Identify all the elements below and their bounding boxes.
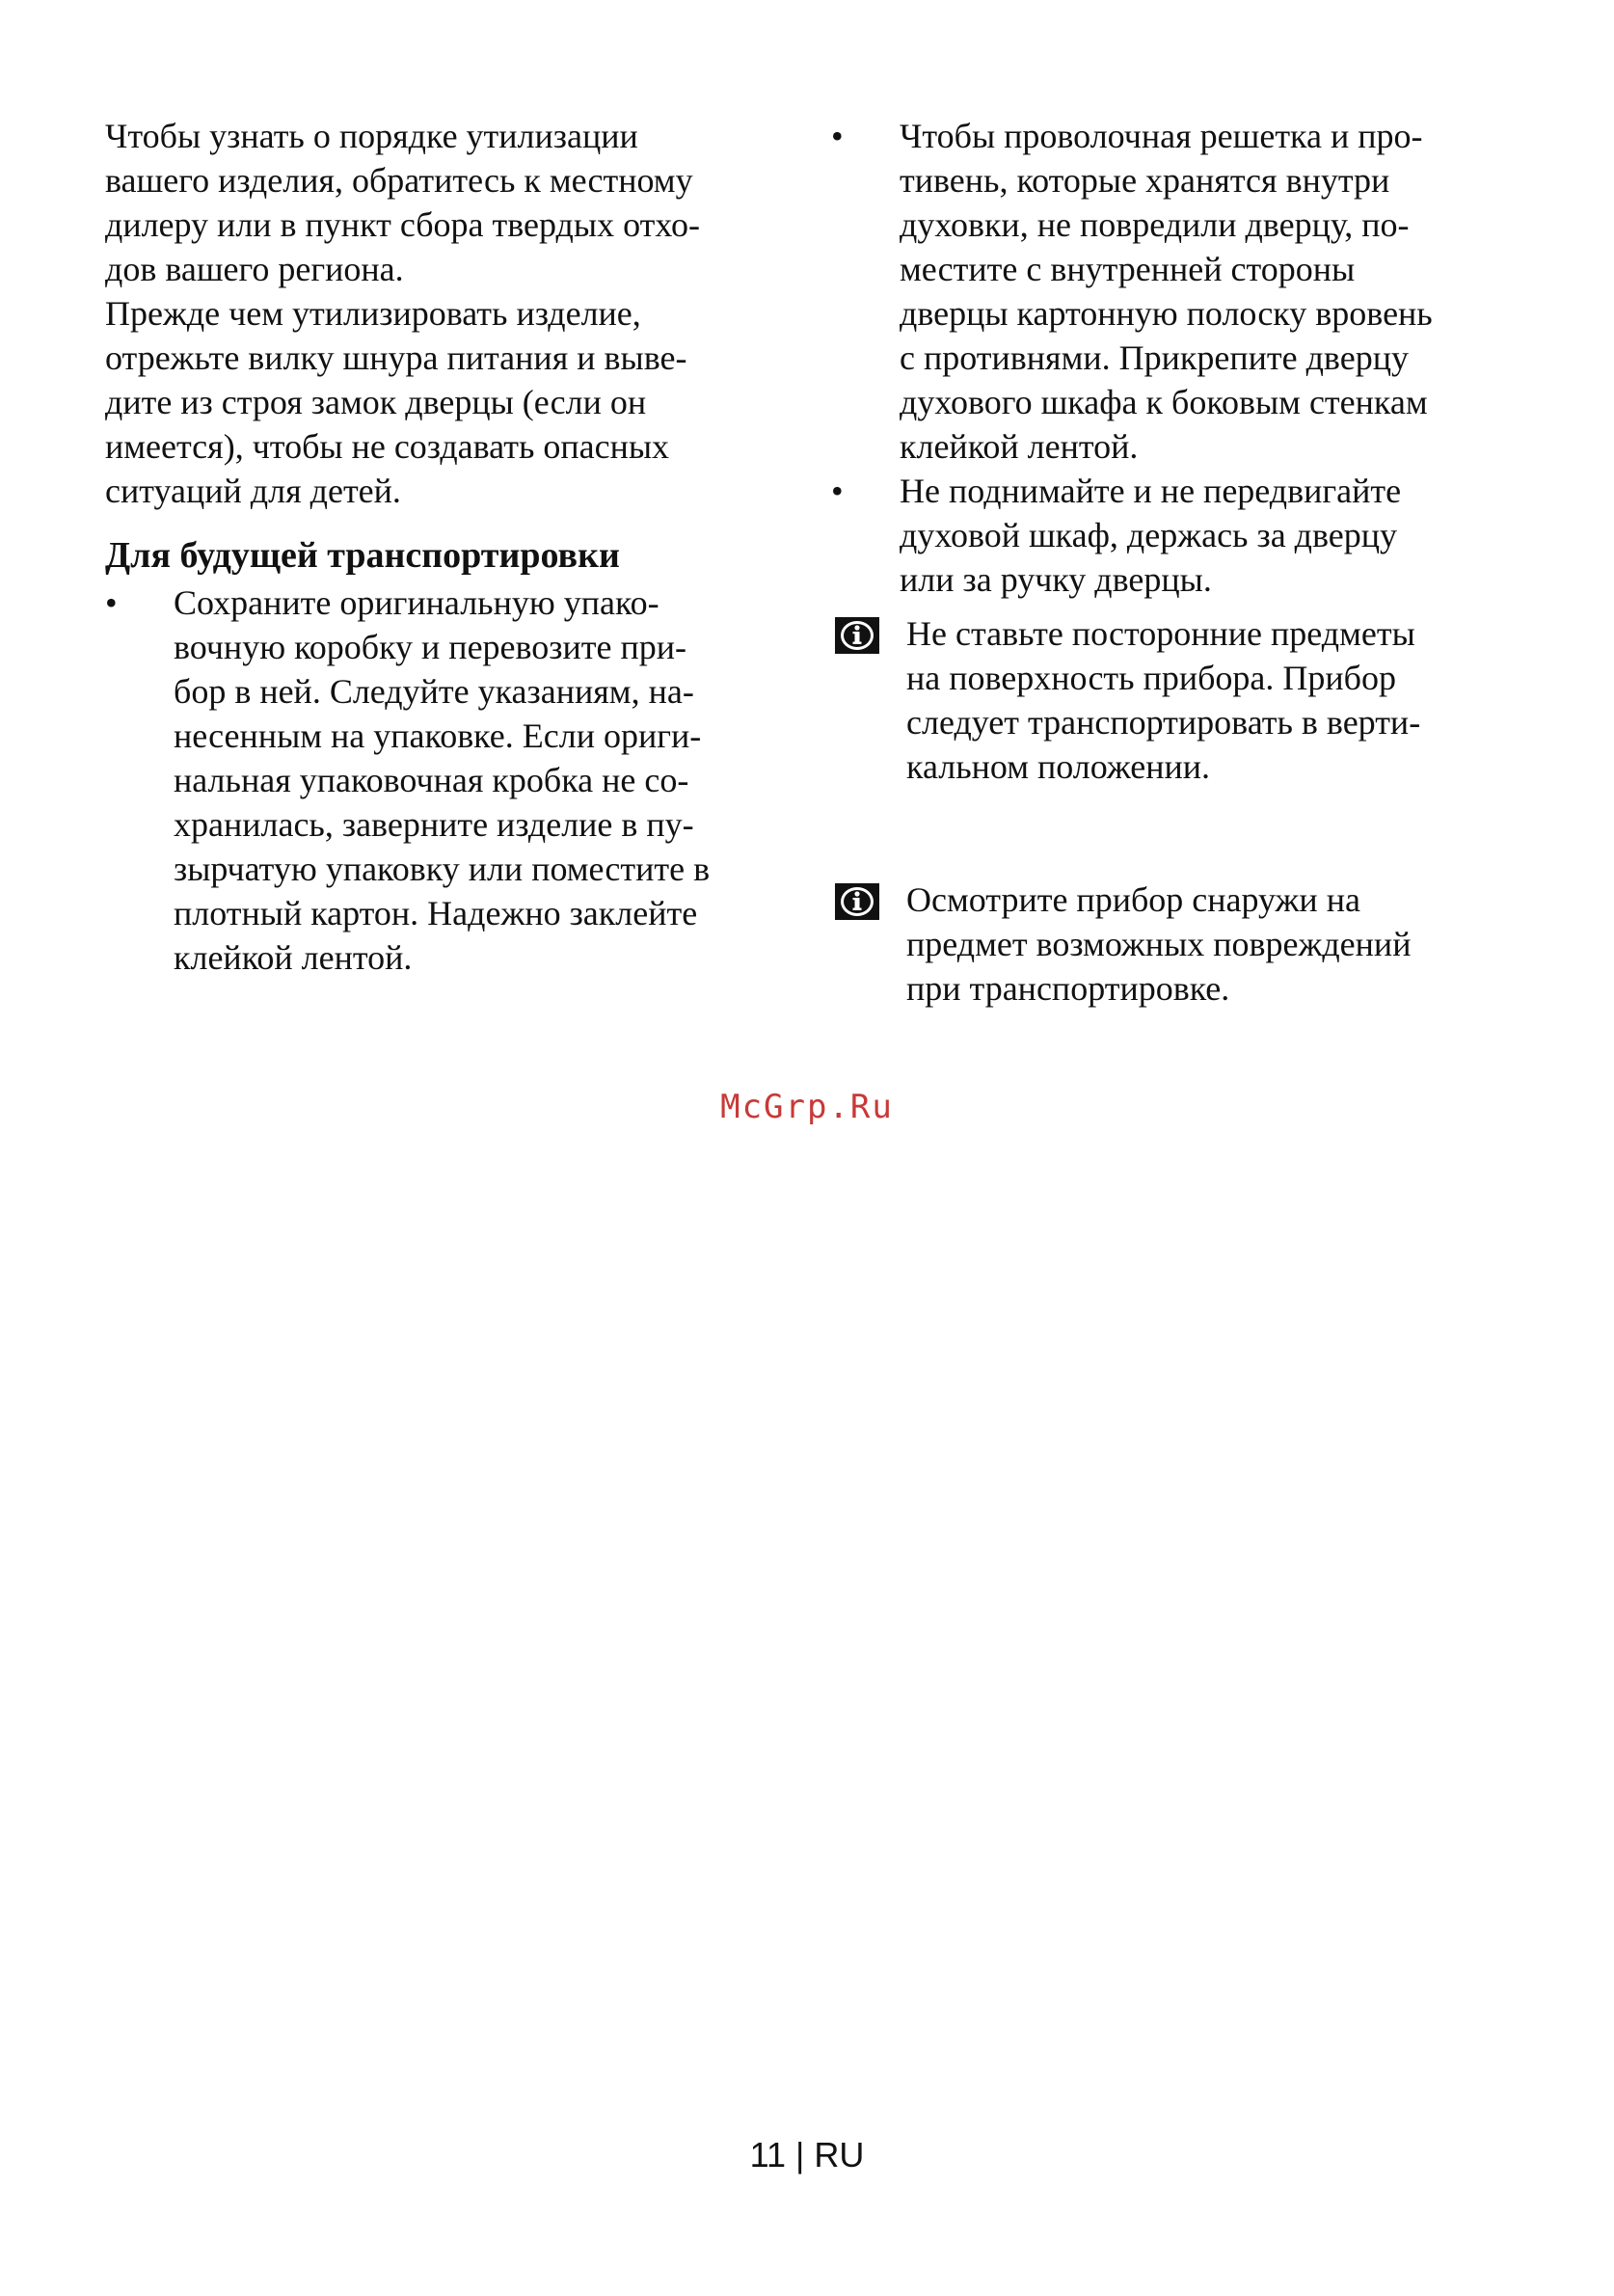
bullet-marker: • [831, 472, 844, 510]
info-icon [835, 883, 879, 920]
text-line: имеется), чтобы не создавать опасных [105, 427, 670, 466]
right-column [831, 114, 1525, 1011]
left-column [105, 114, 780, 980]
page-number: 11 [749, 2135, 786, 2174]
text-line: предмет возможных повреждений [906, 925, 1412, 963]
text-line: Чтобы узнать о порядке утилизации [105, 117, 638, 155]
text-line: Не ставьте посторонние предметы [906, 614, 1415, 653]
text-line: несенным на упаковке. Если ориги- [174, 716, 702, 755]
disposal-paragraph [105, 114, 780, 291]
text-line: вочную коробку и перевозите при- [174, 628, 687, 666]
note-inspect [831, 878, 1525, 1011]
text-line: дилеру или в пункт сбора твердых отхо- [105, 205, 700, 244]
text-line: дов вашего региона. [105, 250, 404, 288]
text-line: духовки, не повредили дверцу, по- [900, 205, 1410, 244]
text-line: духового шкафа к боковым стенкам [900, 383, 1428, 421]
text-line: Осмотрите прибор снаружи на [906, 880, 1360, 919]
bullet-marker: • [105, 583, 118, 622]
text-line: духовой шкаф, держась за дверцу [900, 516, 1398, 554]
text-line: тивень, которые хранятся внутри [900, 161, 1390, 200]
text-line: хранилась, заверните изделие в пу- [174, 805, 694, 844]
text-line: ситуаций для детей. [105, 472, 401, 510]
info-icon [835, 617, 879, 654]
section-heading: Для будущей транспортировки [105, 535, 620, 576]
text-line: зырчатую упаковку или поместите в [174, 850, 711, 888]
watermark: McGrp.Ru [720, 1088, 894, 1126]
page-footer [0, 2135, 1614, 2175]
text-line: местите с внутренней стороны [900, 250, 1356, 288]
text-line: следует транспортировать в верти- [906, 703, 1421, 742]
text-line: или за ручку дверцы. [900, 560, 1212, 599]
text-line: бор в ней. Следуйте указаниям, на- [174, 672, 694, 711]
rack-bullet [831, 114, 1525, 469]
text-line: при транспортировке. [906, 969, 1230, 1008]
text-line: клейкой лентой. [174, 938, 413, 977]
note-no-objects [831, 611, 1525, 789]
footer-separator: | [795, 2135, 805, 2174]
text-line: Сохраните оригинальную упако- [174, 583, 659, 622]
text-line: дите из строя замок дверцы (если он [105, 383, 647, 421]
text-line: Прежде чем утилизировать изделие, [105, 294, 641, 333]
text-line: кальном положении. [906, 747, 1211, 786]
lift-bullet [831, 469, 1525, 602]
text-line: вашего изделия, обратитесь к местному [105, 161, 693, 200]
packaging-bullet [105, 581, 780, 980]
language-code: RU [814, 2135, 865, 2174]
text-line: на поверхность прибора. Прибор [906, 659, 1396, 697]
bullet-marker: • [831, 117, 844, 155]
text-line: дверцы картонную полоску вровень [900, 294, 1433, 333]
text-line: Чтобы проволочная решетка и про- [900, 117, 1423, 155]
text-line: с противнями. Прикрепите дверцу [900, 338, 1409, 377]
text-line: отрежьте вилку шнура питания и выве- [105, 338, 687, 377]
text-line: клейкой лентой. [900, 427, 1139, 466]
text-line: нальная упаковочная кробка не со- [174, 761, 689, 799]
text-line: плотный картон. Надежно заклейте [174, 894, 698, 932]
cut-plug-paragraph [105, 291, 780, 513]
text-line: Не поднимайте и не передвигайте [900, 472, 1402, 510]
